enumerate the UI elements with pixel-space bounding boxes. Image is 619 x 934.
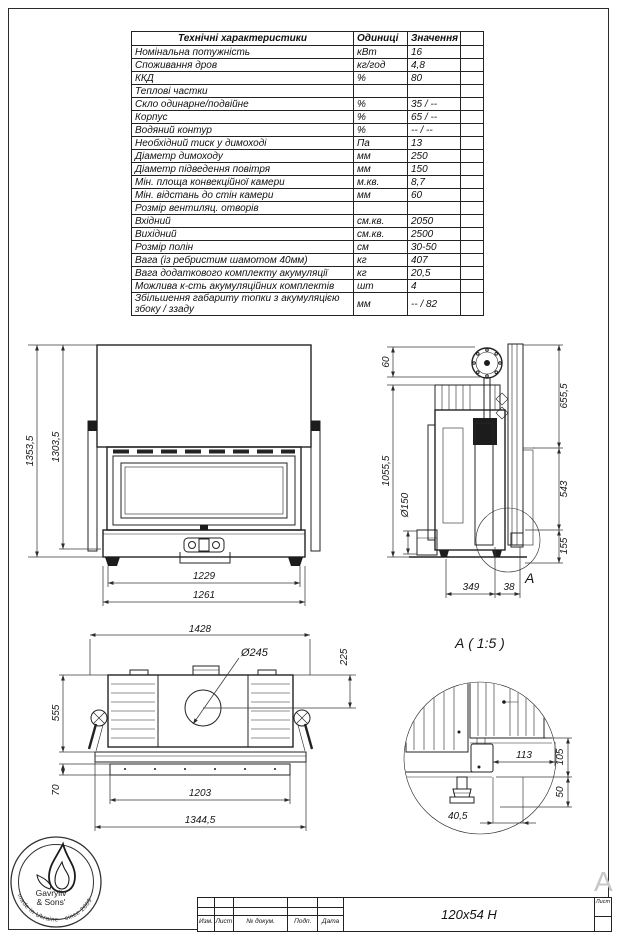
table-row [132,137,484,150]
spec-spare-cell [461,150,484,163]
revision-column-label: Дата [322,918,340,925]
dim-label-height-outer: 1353,5 [25,435,36,467]
front-view-dimensions [25,345,305,606]
spec-spare-cell [461,72,484,85]
spec-value-cell: 4 [408,280,461,293]
spec-spare-cell [461,163,484,176]
spec-units-cell: кВт [354,46,408,59]
spec-name-cell: ККД [132,72,354,85]
spec-name-cell: Діаметр димоходу [132,150,354,163]
spec-units-cell: шт [354,280,408,293]
spec-units-cell: % [354,124,408,137]
detail-view-boundary [404,682,556,834]
spec-spare-cell [461,267,484,280]
table-row [132,293,484,316]
spec-name-cell: Скло одинарне/подвійне [132,98,354,111]
spec-name-cell: Корпус [132,111,354,124]
spec-name-cell: Вхідний [132,215,354,228]
dim-label-lower: 155 [559,537,570,555]
dim-label-rear: 38 [503,582,515,593]
title-block-revision-grid [198,898,344,931]
spec-units-cell: мм [354,150,408,163]
detail-view-title: А ( 1:5 ) [455,635,505,651]
spec-spare-cell [461,241,484,254]
spec-name-cell: Мін. площа конвекційної камери [132,176,354,189]
spec-spare-cell [461,124,484,137]
table-row [132,59,484,72]
dim-label-upper: 105 [555,748,566,766]
spec-header-units: Одиниці [354,32,408,46]
spec-value-cell: 13 [408,137,461,150]
dim-label-air-inlet: Ø150 [400,492,411,518]
table-row [132,280,484,293]
spec-units-cell: мм [354,189,408,202]
table-row [132,176,484,189]
spec-units-cell: м.кв. [354,176,408,189]
spec-spare-cell [461,137,484,150]
logo-rings [11,837,101,927]
spec-spare-cell [461,46,484,59]
revision-header-row [198,916,343,931]
revision-column-label: Подп. [288,916,318,931]
dim-label-front: 70 [51,784,62,796]
brand-logo [4,834,106,932]
spec-spare-cell [461,176,484,189]
spec-table [131,31,484,316]
spec-spare-cell [461,59,484,72]
dim-label-width: 113 [516,750,532,761]
table-row [132,124,484,137]
title-block [197,897,612,932]
table-row [132,98,484,111]
spec-units-cell: мм [354,163,408,176]
dim-label-body-height: 1055,5 [381,455,392,487]
spec-spare-cell [461,111,484,124]
spec-header-value: Значення [408,32,461,46]
flame-icon [37,844,75,892]
spec-value-cell: 2500 [408,228,461,241]
detail-marker-label: А [525,570,535,586]
dim-label-upper: 655,5 [559,383,570,409]
spec-name-cell: Необхідний тиск у димоході [132,137,354,150]
spec-spare-cell [461,202,484,215]
spec-spare-cell [461,189,484,202]
spec-value-cell: 2050 [408,215,461,228]
top-view-drawing [30,625,375,860]
dim-label-middle: 543 [559,480,570,498]
table-row [132,111,484,124]
spec-spare-cell [461,254,484,267]
dim-label-base-width: 1344,5 [184,815,216,826]
spec-spare-cell [461,228,484,241]
sheet-number-cell [594,898,611,931]
spec-units-cell [354,202,408,215]
dim-label-inner-width: 1203 [188,788,212,799]
dim-label-height-inner: 1303,5 [51,431,62,463]
table-row [132,85,484,98]
detail-view-front-lines [493,777,523,823]
spec-value-cell: 30-50 [408,241,461,254]
dim-label-width-glass: 1229 [192,571,216,582]
revision-column-label: Лист [215,916,234,931]
table-row [132,189,484,202]
spec-value-cell: -- / -- [408,124,461,137]
spec-value-cell [408,85,461,98]
spec-value-cell: 60 [408,189,461,202]
sheet-label: Лист [595,898,611,917]
table-row [132,254,484,267]
table-row [132,72,484,85]
format-watermark: А [594,866,614,897]
dim-label-depth: 555 [51,704,62,722]
dim-label-lower: 50 [555,786,566,798]
dim-label-top-offset: 60 [381,356,392,368]
spec-name-cell: Розмір вентиляц. отворів [132,202,354,215]
spec-name-cell: Вага додаткового комплекту акумуляції [132,267,354,280]
spec-name-cell: Водяний контур [132,124,354,137]
spec-value-cell: 150 [408,163,461,176]
table-row [132,163,484,176]
spec-value-cell: 4,8 [408,59,461,72]
logo-brand-top: Gavryliv [35,888,67,898]
table-row [132,228,484,241]
spec-name-cell: Розмір полін [132,241,354,254]
spec-header-name: Технічні характеристики [132,32,354,46]
spec-units-cell: см [354,241,408,254]
table-row [132,150,484,163]
spec-units-cell: см.кв. [354,215,408,228]
spec-units-cell: % [354,72,408,85]
detail-view-drawing [400,630,615,855]
dim-label-offset: 40,5 [448,811,468,822]
spec-value-cell: 35 / -- [408,98,461,111]
spec-value-cell: 80 [408,72,461,85]
spec-name-cell: Збільшення габариту топки з акумуляцією збоку / ззаду [132,293,354,316]
revision-column-label: № докум. [234,916,289,931]
spec-spare-cell [461,280,484,293]
detail-view-content [402,666,552,803]
spec-spare-cell [461,215,484,228]
logo-brand-bottom: & Sons' [36,897,66,907]
spec-value-cell: 20,5 [408,267,461,280]
dim-label-width-body: 1261 [192,590,216,601]
spec-spare-cell [461,85,484,98]
top-view-outline [89,666,312,775]
spec-name-cell: Діаметр підведення повітря [132,163,354,176]
side-view-outline [409,344,540,572]
dim-label-total-width: 1428 [188,624,212,635]
spec-value-cell [408,202,461,215]
spec-units-cell [354,85,408,98]
spec-units-cell: Па [354,137,408,150]
spec-units-cell: % [354,98,408,111]
table-row [132,46,484,59]
table-row [132,241,484,254]
spec-table-body [132,46,484,316]
spec-units-cell: % [354,111,408,124]
spec-units-cell: см.кв. [354,228,408,241]
dim-label-flue: Ø245 [241,647,268,659]
side-view-drawing [375,333,575,618]
spec-name-cell: Мін. відстань до стін камери [132,189,354,202]
spec-value-cell: 16 [408,46,461,59]
spec-units-cell: кг [354,267,408,280]
spec-name-cell: Вага (із ребристим шамотом 40мм) [132,254,354,267]
spec-units-cell: мм [354,293,408,316]
table-row [132,215,484,228]
spec-value-cell: 250 [408,150,461,163]
spec-spare-cell [461,293,484,316]
document-name-cell: 120x54 H [441,907,497,922]
logo-arc-text: made in Ukraine · since 2009 [15,892,94,924]
front-view-drawing [18,333,368,615]
spec-spare-cell [461,98,484,111]
spec-value-cell: 407 [408,254,461,267]
revision-row-empty [198,898,343,908]
revision-row-empty [198,908,343,916]
spec-value-cell: -- / 82 [408,293,461,316]
spec-value-cell: 65 / -- [408,111,461,124]
dim-label-depth: 349 [462,582,480,593]
table-row [132,202,484,215]
spec-name-cell: Теплові частки [132,85,354,98]
spec-value-cell: 8,7 [408,176,461,189]
dim-label-flue-offset: 225 [339,648,350,666]
spec-units-cell: кг [354,254,408,267]
spec-name-cell: Номінальна потужність [132,46,354,59]
front-view-outline [88,345,320,566]
top-view-dimensions [51,624,356,831]
spec-units-cell: кг/год [354,59,408,72]
spec-name-cell: Можлива к-сть акумуляційних комплектів [132,280,354,293]
spec-header-spare [461,32,484,46]
spec-table-header [132,32,484,46]
spec-name-cell: Вихідний [132,228,354,241]
spec-name-cell: Споживання дров [132,59,354,72]
revision-column-label: Изм. [198,916,215,931]
table-row [132,267,484,280]
